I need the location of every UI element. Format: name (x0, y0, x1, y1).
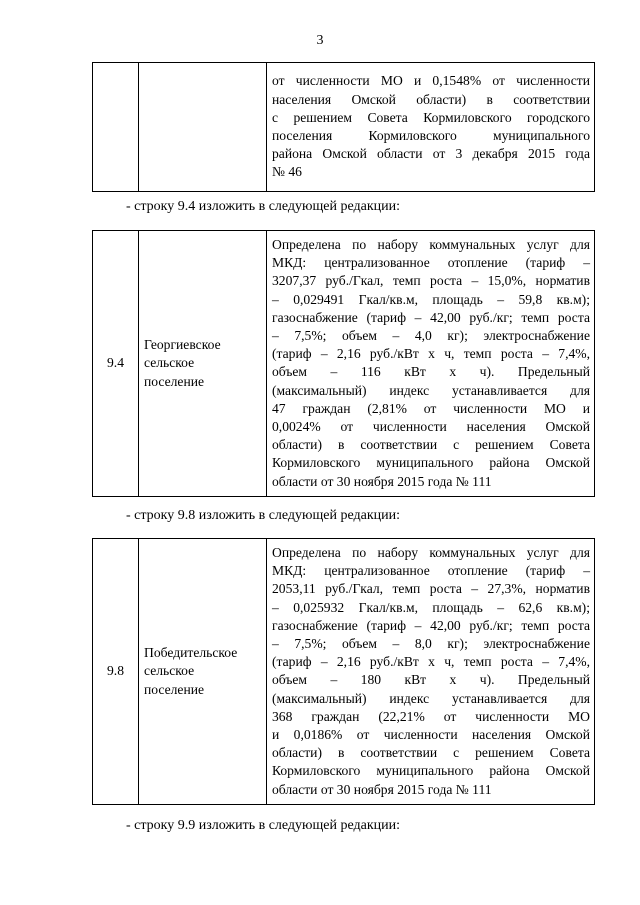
description-line: 3207,37 руб./Гкал, темп роста – 15,0%, норматив (272, 273, 590, 289)
description-line: области) в соответствии с решением Совета (272, 437, 590, 453)
description-line: 368 граждан (22,21% от численности МО (272, 708, 590, 724)
description-line: Определена по набору коммунальных услуг для (272, 237, 590, 252)
description-line: – 0,029491 Гкал/кв.м, площадь – 59,8 кв.м); (272, 291, 590, 307)
instruction-row-9-8: - строку 9.8 изложить в следующей редакции: (126, 508, 401, 523)
description-line: газоснабжение (тариф – 42,00 руб./кг; темп роста (272, 617, 590, 633)
continued-table-row (92, 62, 595, 192)
table-row (93, 539, 595, 805)
description-line: района Омской области от 3 декабря 2015 года (272, 146, 590, 162)
description-line: (максимальный) индекс устанавливается для (272, 382, 590, 398)
description-line: объем – 180 кВт х ч). Предельный (272, 672, 590, 688)
table-row-9-4 (92, 230, 595, 497)
description-line: газоснабжение (тариф – 42,00 руб./кг; темп роста (272, 309, 590, 325)
settlement-name-line: Георгиевское (144, 337, 221, 353)
description-line: № 46 (272, 164, 302, 180)
page-number: 3 (316, 33, 324, 48)
description-line: (максимальный) индекс устанавливается для (272, 690, 590, 706)
settlement-name-line: Победительское (144, 645, 238, 661)
description-line: 47 граждан (2,81% от численности МО и (272, 400, 590, 416)
instruction-row-9-4: - строку 9.4 изложить в следующей редакции: (126, 199, 401, 214)
description-line: МКД: централизованное отопление (тариф – (272, 255, 590, 271)
description-line: и 0,0186% от численности населения Омской (272, 727, 590, 743)
description-cell (267, 231, 595, 497)
settlement-name (139, 231, 267, 497)
description-line: области от 30 ноября 2015 года № 111 (272, 781, 492, 797)
description-line: (тариф – 2,16 руб./кВт х ч, темп роста – 7,4%, (272, 346, 590, 362)
description-line: 0,0024% от численности населения Омской (272, 419, 590, 435)
description-line: 2053,11 руб./Гкал, темп роста – 27,3%, норматив (272, 581, 590, 597)
description-line: от численности МО и 0,1548% от численности (272, 73, 590, 89)
description-cell (267, 63, 595, 192)
settlement-name (139, 539, 267, 805)
row-number: 9.4 (93, 231, 139, 497)
description-line: Определена по набору коммунальных услуг для (272, 545, 590, 560)
settlement-name-line: поселение (144, 373, 205, 389)
description-line: – 7,5%; объем – 4,0 кг); электроснабжение (272, 328, 590, 344)
description-line: – 7,5%; объем – 8,0 кг); электроснабжение (272, 636, 590, 652)
description-line: – 0,025932 Гкал/кв.м, площадь – 62,6 кв.м); (272, 599, 590, 615)
description-line: области от 30 ноября 2015 года № 111 (272, 473, 492, 489)
description-line: населения Омской области) в соответствии (272, 91, 590, 107)
description-line: (тариф – 2,16 руб./кВт х ч, темп роста – 7,4%, (272, 654, 590, 670)
instruction-row-9-9: - строку 9.9 изложить в следующей редакции: (126, 818, 401, 833)
name-cell (139, 63, 267, 192)
table-row (93, 63, 595, 192)
table-row (93, 231, 595, 497)
settlement-name-line: поселение (144, 681, 205, 697)
description-line: с решением Совета Кормиловского городского (272, 109, 590, 125)
row-number: 9.8 (93, 539, 139, 805)
table-row-9-8 (92, 538, 595, 805)
description-line: Кормиловского муниципального района Омской (272, 763, 590, 779)
description-line: области) в соответствии с решением Совета (272, 745, 590, 761)
description-line: поселения Кормиловского муниципального (272, 128, 590, 143)
number-cell (93, 63, 139, 192)
description-line: МКД: централизованное отопление (тариф – (272, 563, 590, 579)
description-cell (267, 539, 595, 805)
description-line: Кормиловского муниципального района Омской (272, 455, 590, 471)
settlement-name-line: сельское (144, 355, 195, 371)
description-line: объем – 116 кВт х ч). Предельный (272, 364, 590, 380)
settlement-name-line: сельское (144, 663, 195, 679)
